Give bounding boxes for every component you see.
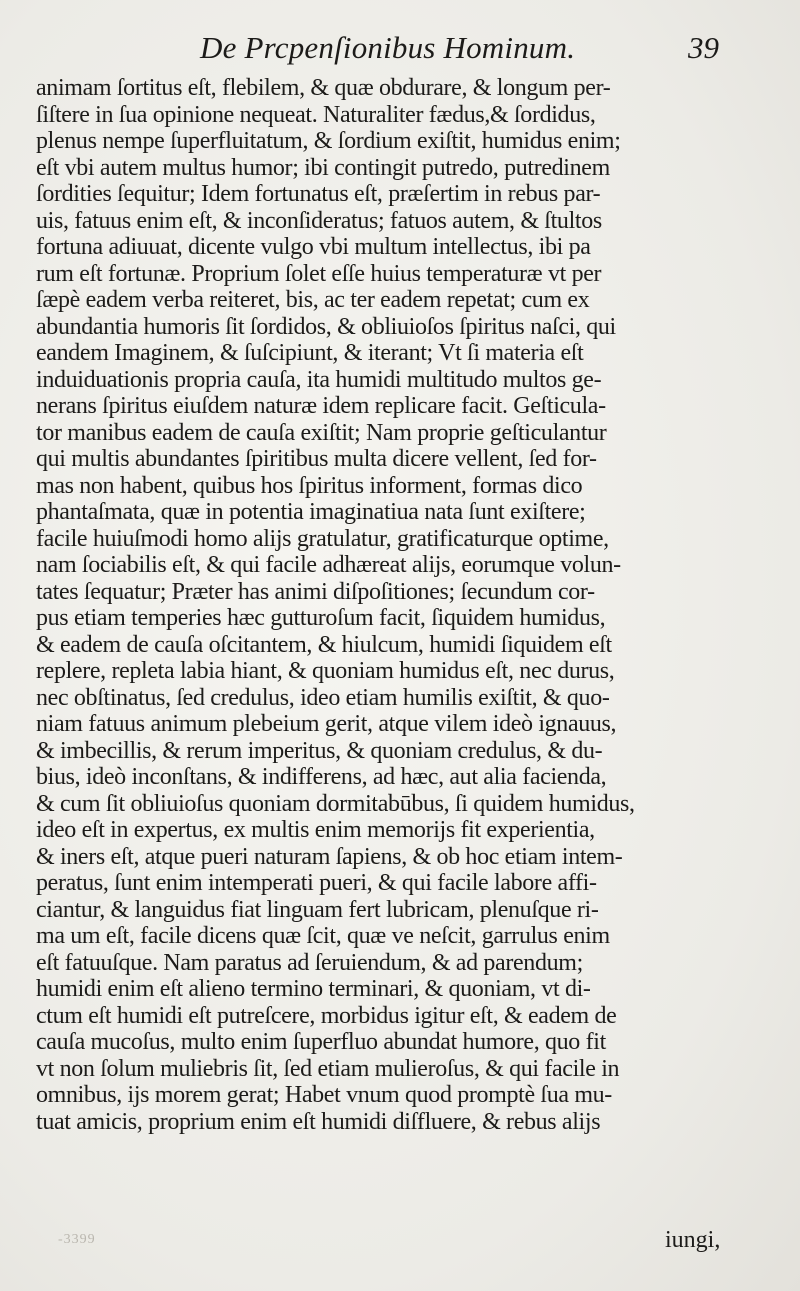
text-line: & eadem de cauſa oſcitantem, & hiulcum, humidi ſiquidem eſt xyxy=(36,631,612,658)
text-line: & iners eſt, atque pueri naturam ſapiens, & ob hoc etiam intem- xyxy=(36,843,623,870)
text-line: ſiſtere in ſua opinione nequeat. Naturaliter fædus,& ſordidus, xyxy=(36,101,596,128)
text-line: tuat amicis, proprium enim eſt humidi diſfluere, & rebus alijs xyxy=(36,1108,601,1135)
bleed-through-mark: -3399 xyxy=(58,1232,96,1247)
text-line: fortuna adiuuat, dicente vulgo vbi multum intellectus, ibi pa xyxy=(36,234,591,260)
text-line: uis, fatuus enim eſt, & inconſideratus; fatuos autem, & ſtultos xyxy=(36,207,602,234)
text-line: ideo eſt in expertus, ex multis enim memorijs fit experientia, xyxy=(36,817,595,843)
text-line: cauſa mucoſus, multo enim ſuperfluo abundat humore, quo fit xyxy=(36,1029,606,1055)
text-line: eandem Imaginem, & ſuſcipiunt, & iterant; Vt ſi materia eſt xyxy=(36,340,584,366)
text-line: phantaſmata, quæ in potentia imaginatiua nata ſunt exiſtere; xyxy=(36,499,586,525)
running-head xyxy=(0,30,800,72)
text-line: induiduationis propria cauſa, ita humidi multitudo multos ge- xyxy=(36,366,602,393)
text-line: ciantur, & languidus fiat linguam fert lubricam, plenuſque ri- xyxy=(36,896,599,923)
text-line: & imbecillis, & rerum imperitus, & quoniam credulus, & du- xyxy=(36,737,603,764)
text-line: tor manibus eadem de cauſa exiſtit; Nam proprie geſticulantur xyxy=(36,419,607,446)
text-line: ctum eſt humidi eſt putreſcere, morbidus igitur eſt, & eadem de xyxy=(36,1002,617,1029)
text-line: pus etiam temperies hæc gutturoſum facit, ſiquidem humidus, xyxy=(36,605,606,631)
body-text xyxy=(36,75,776,1135)
page-title: De Prcpenſionibus Hominum. xyxy=(200,30,576,65)
text-line: vt non ſolum muliebris ſit, ſed etiam mulieroſus, & qui facile in xyxy=(36,1055,620,1082)
text-line: niam fatuus animum plebeium gerit, atque vilem ideò ignauus, xyxy=(36,711,617,737)
text-line: humidi enim eſt alieno termino terminari, & quoniam, vt di- xyxy=(36,976,591,1002)
text-line: abundantia humoris ſit ſordidos, & obliuioſos ſpiritus naſci, qui xyxy=(36,313,616,340)
text-line: eſt vbi autem multus humor; ibi contingit putredo, putredinem xyxy=(36,154,610,181)
text-line: eſt fatuuſque. Nam paratus ad ſeruiendum, & ad parendum; xyxy=(36,949,583,976)
text-line: ſordities ſequitur; Idem fortunatus eſt, præſertim in rebus par- xyxy=(36,181,601,207)
text-line: qui multis abundantes ſpiritibus multa dicere vellent, ſed for- xyxy=(36,446,597,472)
text-line: replere, repleta labia hiant, & quoniam humidus eſt, nec durus, xyxy=(36,658,615,684)
catchword: iungi, xyxy=(665,1227,721,1253)
text-line: bius, ideò inconſtans, & indifferens, ad hæc, aut alia facienda, xyxy=(36,764,607,790)
text-line: nerans ſpiritus eiuſdem naturæ idem replicare facit. Geſticula- xyxy=(36,393,606,419)
text-line: ma um eſt, facile dicens quæ ſcit, quæ ve neſcit, garrulus enim xyxy=(36,923,610,949)
text-line: peratus, ſunt enim intemperati pueri, & qui facile labore affi- xyxy=(36,870,597,896)
text-line: plenus nempe ſuperfluitatum, & ſordium exiſtit, humidus enim; xyxy=(36,128,621,154)
text-line: rum eſt fortunæ. Proprium ſolet eſſe huius temperaturæ vt per xyxy=(36,260,602,287)
text-line: mas non habent, quibus hos ſpiritus informent, formas dico xyxy=(36,472,583,499)
text-line: facile huiuſmodi homo alijs gratulatur, gratificaturque optime, xyxy=(36,525,609,552)
text-line: omnibus, ijs morem gerat; Habet vnum quod promptè ſua mu- xyxy=(36,1082,612,1108)
text-line: nam ſociabilis eſt, & qui facile adhæreat alijs, eorumque volun- xyxy=(36,552,621,578)
text-line: & cum ſit obliuioſus quoniam dormitabūbus, ſi quidem humidus, xyxy=(36,790,635,817)
text-line: ſæpè eadem verba reiteret, bis, ac ter eadem repetat; cum ex xyxy=(36,287,590,313)
text-line: nec obſtinatus, ſed credulus, ideo etiam humilis exiſtit, & quo- xyxy=(36,684,610,711)
text-line: tates ſequatur; Præter has animi diſpoſitiones; ſecundum cor- xyxy=(36,578,595,605)
page-number: 39 xyxy=(688,30,719,65)
text-line: animam ſortitus eſt, flebilem, & quæ obdurare, & longum per- xyxy=(36,75,611,101)
